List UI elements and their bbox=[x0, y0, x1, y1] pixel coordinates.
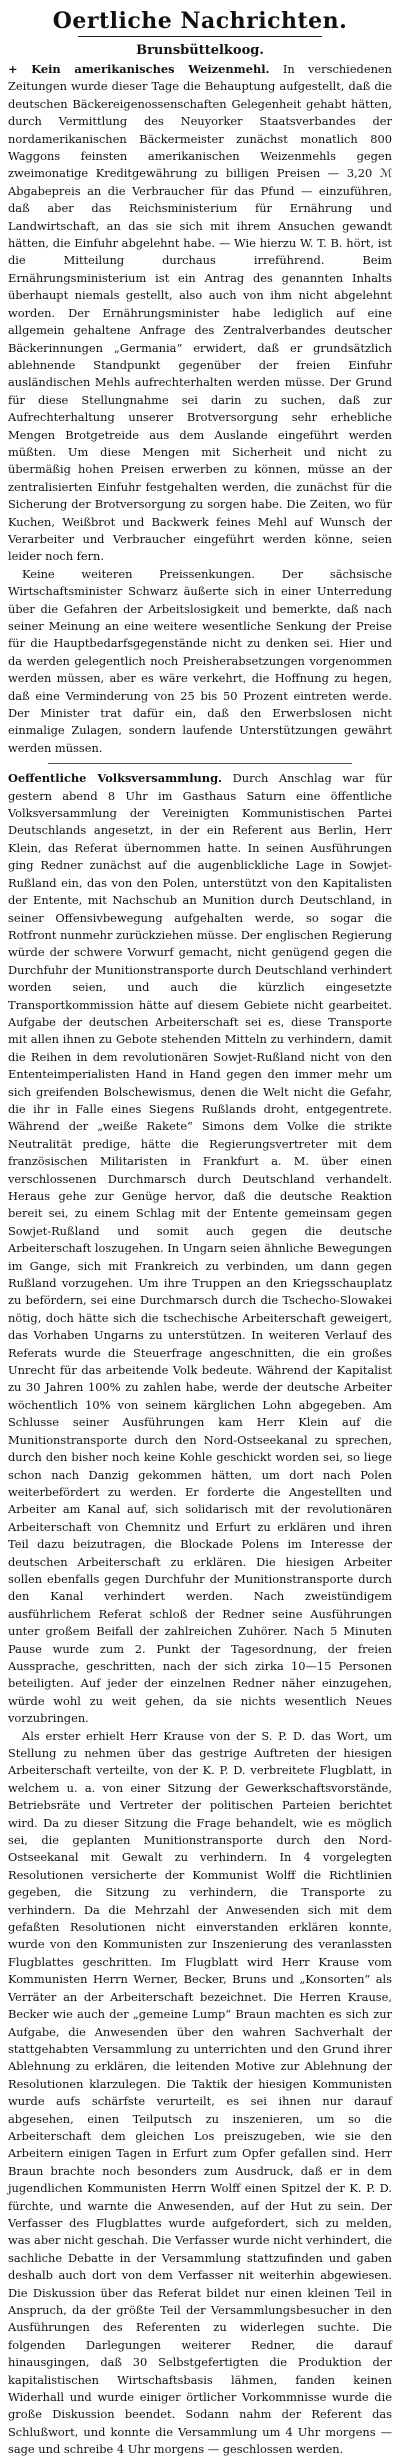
article-heading: Oeffentliche Volksversammlung. bbox=[8, 771, 223, 786]
article-weizenmehl bbox=[8, 43, 392, 757]
page-title: Oertliche Nachrichten. bbox=[52, 8, 348, 34]
article-paragraph: Keine weiteren Preissenkungen. Der sächsische Wirtschaftsminister Schwarz äußerte sich in einer Unterredung über die Gefahren der Arbeitslosigkeit und bemerkte, daß nach seiner Meinung an eine weitere wesentliche Senkung der Preise für die Hauptbedarfsgegenstände nicht zu denken sei. Hier und da werden gelegentlich noch Preisherabsetzungen vorgenommen werden müssen, aber es wäre verkehrt, die Hoffnung zu hegen, daß eine Verminderung von 25 bis 50 Prozent eintreten werde. Der Minister trat dafür ein, daß den Erwerbslosen nicht einmalige Zulagen, sondern laufende Unterstützungen gewährt werden müssen. bbox=[8, 566, 392, 755]
article-heading: + Kein amerikanisches Weizenmehl. bbox=[8, 62, 270, 76]
section-divider bbox=[48, 763, 352, 764]
article-volksversammlung bbox=[8, 770, 392, 2458]
article-paragraph bbox=[8, 770, 392, 1727]
article-paragraph: Als erster erhielt Herr Krause von der S. P. D. das Wort, um Stellung zu nehmen über das gestrige Auftreten der hiesigen Arbeiterschaft verteilte, von der K. P. D. verbreitete Flugblatt, in welchem u. a. von einer Sitzung der Gewerkschaftsvorstände, Betriebsräte und Vertreter der politischen Parteien berichtet wird. Da zu dieser Sitzung die Frage behandelt, wie es möglich sei, die geplanten Munitionstransporte durch den Nord-Ostseekanal mit Gewalt zu verhindern. In 4 vorgelegten Resolutionen versicherte der Kommunist Wolff die Richtlinien gegeben, die Sitzung zu verhindern, die Transporte zu verhindern. Da die Mehrzahl der Anwesenden sich mit dem gefaßten Resolutionen nicht einverstanden erklären konnte, wurde von den Kommunisten zur Inszenierung des veranlassten Flugblattes geschritten. Im Flugblatt wird Herr Krause vom Kommunisten Herrn Werner, Becker, Bruns und „Konsorten“ als Verräter an der Arbeiterschaft bezeichnet. Die Herren Krause, Becker wie auch der „gemeine Lump“ Braun machten es sich zur Aufgabe, die Anwesenden über den wahren Sachverhalt der stattgehabten Versammlung zu unterrichten und den Grund ihrer Ablehnung zu erklären, die leitenden Motive zur Ablehnung der Resolutionen klarzulegen. Die Taktik der hiesigen Kommunisten wurde aufs schärfste verurteilt, es sei ihnen nur darauf abgesehen, einen Teilputsch zu inszenieren, um so die Arbeiterschaft dem gleichen Los preiszugeben, wie sie den Arbeitern einigen Tagen in Erfurt zum Opfer gefallen sind. Herr Braun brachte noch besonders zum Ausdruck, daß er in dem jugendlichen Kommunisten Herrn Wolff einen Spitzel der K. P. D. fürchte, und warnte die Anwesenden, auf der Hut zu sein. Der Verfasser des Flugblattes wurde aufgefordert, sich zu melden, was aber nicht geschah. Die Verfasser wurde nicht verhindert, die sachliche Debatte in der Versammlung stattzufinden und gaben deshalb auch dort von dem Verfasser nit weiterhin abgewiesen. Die Diskussion über das Referat bildet nur einen kleinen Teil in Anspruch, da der größte Teil der Versammlungsbesucher in den Ausführungen des Referenten zu widerlegen suchte. Die folgenden Darlegungen weiterer Redner, die darauf hinausgingen, daß 30 Selbstgefertigten die Produktion der kapitalistischen Wirtschaftsbasis lähmen, fanden keinen Widerhall und wurde einiger örtlicher Vorkommnisse wurde die große Diskussion beendet. Sodann nahm der Referent das Schlußwort, und konnte die Versammlung um 4 Uhr morgens — sage und schreibe 4 Uhr morgens — geschlossen werden. bbox=[8, 1728, 392, 2457]
dateline: Brunsbüttelkoog. bbox=[136, 43, 264, 58]
article-paragraph bbox=[8, 61, 392, 566]
article-body: In verschiedenen Zeitungen wurde dieser Tage die Behauptung aufgestellt, daß die deutschen Bäckereigenossenschaften Gelegenheit gehabt hätten, durch Vermittlung des Neuyorker Staatsverbandes der nordamerikanischen Bäckermeister zunächst monatlich 800 Waggons feinsten amerikanischen Weizenmehls gegen zweimonatige Kreditgewährung zu billigen Preisen — 3,20 ℳ Abgabepreis an die Verbraucher für das Pfund — einzuführen, daß aber das Reichsministerium für Ernährung und Landwirtschaft, an das sie sich mit ihrem Ansuchen gewandt hätten, die Einfuhr abgelehnt habe. — Wie hierzu W. T. B. hört, ist die Mitteilung durchaus irreführend. Beim Ernährungsministerium ist ein Antrag des genannten Inhalts überhaupt niemals gestellt, also auch von ihm nicht abgelehnt worden. Der Ernährungsminister habe lediglich auf eine allgemein gehaltene Anfrage des Zentralverbandes deutscher Bäckerinnungen „Germania“ erwidert, daß er grundsätzlich ablehnende Standpunkt gegenüber der freien Einfuhr ausländischen Mehls aufrechterhalten werden müsse. Der Grund für diese Stellungnahme sei darin zu suchen, daß zur Aufrechterhaltung unserer Brotversorgung sehr erhebliche Mengen Brotgetreide aus dem Auslande eingeführt werden müßten. Um diese Mengen mit Sicherheit und nicht zu übermäßig hohen Preisen erwerben zu können, müsse an der zentralisierten Einfuhr festgehalten werden, die zunächst für die Sicherung der Brotversorgung zu sorgen habe. Die Zeiten, wo für Kuchen, Weißbrot und Backwerk feines Mehl auf Wunsch der Verarbeiter und Verbraucher eingeführt werden könne, seien leider noch fern. bbox=[8, 62, 393, 564]
title-rule bbox=[78, 36, 322, 37]
article-body: Durch Anschlag war für gestern abend 8 Uhr im Gasthaus Saturn eine öffentliche Volksversammlung der Vereinigten Kommunistischen Partei Deutschlands angesetzt, in der ein Referent aus Berlin, Herr Klein, das Referat übernommen hatte. In seinen Ausführungen ging Redner zunächst auf die augenblickliche Lage in Sowjet-Rußland ein, das von den Polen, unterstützt von den Kapitalisten der Entente, mit Nachschub an Munition durch Deutschland, in seiner Offensivbewegung aufgehalten werde, so sogar die Rotfront nunmehr zurückziehen müsse. Der englischen Regierung würde der schwere Vorwurf gemacht, nicht genügend gegen die Durchfuhr der Munitionstransporte durch Deutschland verhindert worden seien, und auch die kürzlich eingesetzte Transportkommission hätte auf diesem Gebiete nicht gearbeitet. Aufgabe der deutschen Arbeiterschaft sei es, diese Transporte mit allen ihnen zu Gebote stehenden Mitteln zu verhindern, damit die Reihen in dem revolutionären Sowjet-Rußland nicht von den Ententeimperialisten Hand in Hand gegen den immer mehr um sich greifenden Bolschewismus, denen die Welt nicht die Gefahr, die ihr in Falle eines Siegens Rußlands droht, entgegentrete. Während der „weiße Rakete“ Simons dem Volke die strikte Neutralität predige, hätte die Regierungsvertreter mit dem französischen Militaristen in Frankfurt a. M. über einen verschlossenen Durchmarsch durch Deutschland verhandelt. Heraus gehe zur Genüge hervor, daß die deutsche Reaktion bereit sei, zu einem Schlag mit der Entente gemeinsam gegen Sowjet-Rußland und somit auch gegen die deutsche Arbeiterschaft loszugehen. In Ungarn seien ähnliche Bewegungen im Gange, sich mit Frankreich zu verbinden, um dann gegen Rußland vorzugehen. Um ihre Truppen an den Kriegsschauplatz zu befördern, sei eine Durchmarsch durch die Tschecho-Slowakei nötig, doch hätte sich die tschechische Arbeiterschaft geweigert, das Vorhaben Ungarns zu unterstützen. In weiteren Verlauf des Referats wurde die Steuerfrage angeschnitten, die ein großes Unrecht für das arbeitende Volk bedeute. Während der Kapitalist zu 30 Jahren 100% zu zahlen habe, werde der deutsche Arbeiter wöchentlich 10% von seinem kärglichen Lohn abgegeben. Am Schlusse seiner Ausführungen kam Herr Klein auf die Munitionstransporte durch den Nord-Ostseekanal zu sprechen, durch den bisher noch keine Kohle geschickt worden sei, so liege schon nach Danzig gekommen hätten, um dort nach Polen weiterbefördert zu werden. Er forderte die Angestellten und Arbeiter am Kanal auf, sich solidarisch mit der revolutionären Arbeiterschaft von Chemnitz und Erfurt zu erklären und ihren Teil dazu beizutragen, die Blockade Polens im Interesse der deutschen Arbeiterschaft zu erklären. Die hiesigen Arbeiter sollen ebenfalls gegen Durchfuhr der Munitionstransporte durch den Kanal verhindert werden. Nach zweistündigem ausführlichem Referat schloß der Redner seine Ausführungen unter großem Beifall der zahlreichen Zuhörer. Nach 5 Minuten Pause wurde zum 2. Punkt der Tagesordnung, der freien Aussprache, geschritten, nach der sich zirka 10—15 Personen beteiligten. Auf jeder der einzelnen Redner näher einzugehen, würde wohl zu weit gehen, da sie nichts wesentlich Neues vorzubringen. bbox=[8, 771, 393, 1726]
